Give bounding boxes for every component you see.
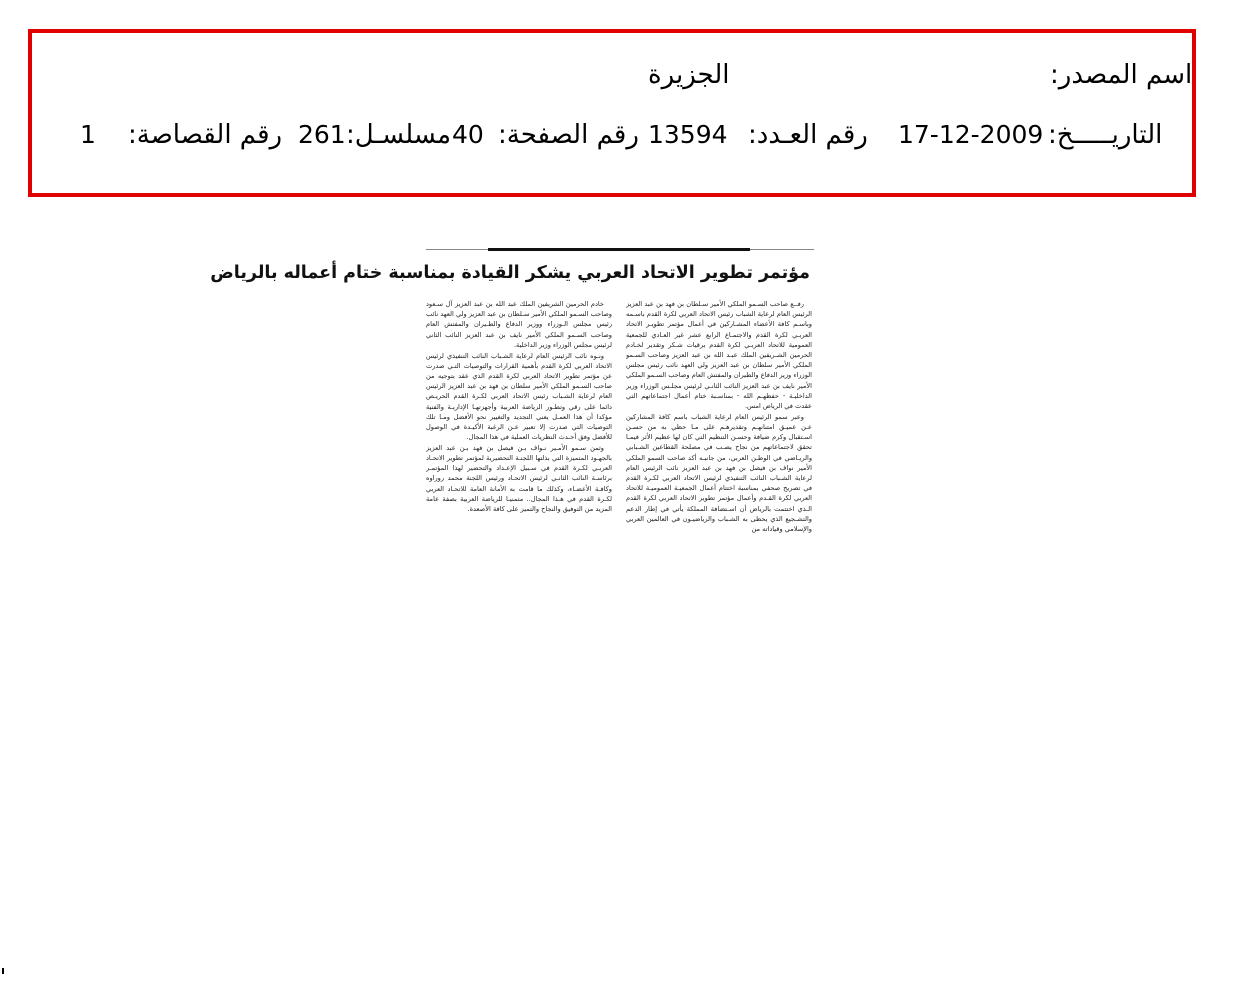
issue-label: رقم العـدد: xyxy=(748,120,868,150)
top-rule-accent xyxy=(488,248,750,251)
date-value: 17-12-2009 xyxy=(898,120,1044,149)
clip-number-value: 1 xyxy=(80,120,96,149)
article-headline: مؤتمر تطوير الاتحاد العربي يشكر القيادة بمناسبة ختام أعماله بالرياض xyxy=(210,263,810,283)
article-paragraph: ونـوه نائب الرئيس العام لرعاية الشـباب النائب التنفيذي لرئيس الاتحاد العربي لكرة القدم بأهمية القرارات والتوصيات التـي صدرت عن مؤتمر تطوير الاتحاد العربي لكرة القدم الذي عقد بتوجيه من صاحب السـمو الملكي الأمير سلطان بن فهد بن عبد العزيز الرئيس العام لرعاية الشـباب رئيس الاتحاد العربي لكـرة القدم الحريـص دائما على رقي وتطـور الرياضة العربية وأجهزتهـا الإداريـة والفنية مؤكدا أن هذا العمـل يعني التجديد والتغيير نحو الأفضل ومـا تلك التوصيات التي صدرت إلا تعبير عـن الرغبة الأكيـدة في الوصول للأفضل وفق أحـدث النظريات العملية في هذا المجال. xyxy=(426,351,612,442)
clip-number-label: رقم القصاصة: xyxy=(128,120,283,150)
article-column-left xyxy=(426,299,612,579)
article-paragraph: خادم الحرمين الشريفين الملك عبد الله بن عبد العزيز آل سـعود وصاحب السـمو الملكي الأمير سـلطان بن عبد العزيز ولي العهد نائب رئيس مجلس الـوزراء ووزير الدفاع والطـيران والمفتش العام وصاحب السـمو الملكي الأمير نايف بن عبد العزيز النائب الثاني لرئيس مجلس الوزراء وزير الداخلية. xyxy=(426,300,612,349)
date-label: التاريـــــخ: xyxy=(1048,120,1163,150)
article-paragraph: وثمن سـمو الأمـير نـواف بـن فيصل بن فهد بـن عبد العزيز بالجهـود المتميزة التي بذلتها اللجنـة التحضيرية لمؤتمر تطوير الاتحـاد العربـي لكـرة القدم في سـبيل الإعـداد والتحضير لهذا المؤتمـر برئاسـة النائب الثانـي لرئيس الاتحـاد ورئيس اللجنة محمد روراوه وكافـة الأعضـاء، وكذلك ما قامت به الأمانة العامة للاتحـاد العربي لكـرة القدم في هـذا المجال.. متمنيـا للرياضة العربية بصفة عامة المزيد من التوفيق والنجاح والتميز على كافة الأصعدة. xyxy=(426,443,612,514)
serial-value: 261 xyxy=(298,120,346,149)
article-paragraph: رفــع صاحب السـمو الملكي الأمير سـلطان بن فهد بن عبد العزيز الرئيس العام لرعاية الشباب رئيس الاتحاد العربي لكرة القدم باسـمه وباسـم كافة الأعضاء المشـاركين في أعمال مؤتمر تطويـر الاتحاد العربـي لكرة القدم والاجتمـاع الرابع عشر غير العـادي للجمعية العمومية للاتحاد العربـي لكرة القدم برقيات شـكر وتقدير لخـادم الحرمين الشـريفين الملك عبـد الله بن عبد العزيز وصاحب السـمو الملكي الأمير سلطان بن عبد العزيز ولي العهد نائب رئيس مجلس الوزراء وزير الدفاع والطيران والمفتش العام وصاحب السـمو الملكي الأمير نايف بن عبد العزيز النائب الثانـي لرئيس مجلـس الوزراء وزير الداخليـة - حفظهـم الله - بمناسـبة ختام أعمال اجتماعاتهم التي عقدت في الرياض امس. xyxy=(626,300,812,411)
issue-value: 13594 xyxy=(648,120,728,149)
page-edge-mark xyxy=(2,968,4,974)
source-info-box xyxy=(28,29,1196,197)
article-column-right xyxy=(626,299,812,579)
page-value: 40 xyxy=(452,120,484,149)
newspaper-clipping xyxy=(210,248,814,578)
serial-label: مسلسـل: xyxy=(346,120,451,150)
page-label: رقم الصفحة: xyxy=(498,120,639,150)
source-value: الجزيرة xyxy=(648,60,730,90)
article-paragraph: وعبر سمو الرئيس العام لرعاية الشباب باسم كافة المشاركين عـن عميـق امتنانهـم وتقديرهـم على مـا حظي به من حسـن اسـتقبال وكرم ضيافة وحسـن التنظيم التي كان لها عظيم الأثر فيمـا تحقق لاجتماعاتهم من نجاح يصـب في مصلحة القطاعين الشـبابي والريـاضي في الوطـن العربي، من جانبـه أكد صاحب السمو الملكي الأمير نواف بن فيصل بن فهد بن عبد العزيز نائب الرئيس العام لرعاية الشـباب النائب التنفيذي لرئيس الاتحاد العربي لكـرة القدم في تصريح صحفي بمناسبة اختتام أعمال الجمعيـة العموميـة للاتحاد العربي لكرة القـدم وأعمال مؤتمر تطوير الاتحاد العربي لكرة القدم الـذي اختتمت بالرياض أن اسـتضافة المملكة يأتي في إطار الدعم والتشـجيع الذي يحظى به الشـباب والرياضيـون في العالمين العربي والإسلامي وقياداته من xyxy=(626,412,812,533)
source-label: اسم المصدر: xyxy=(1050,60,1193,90)
